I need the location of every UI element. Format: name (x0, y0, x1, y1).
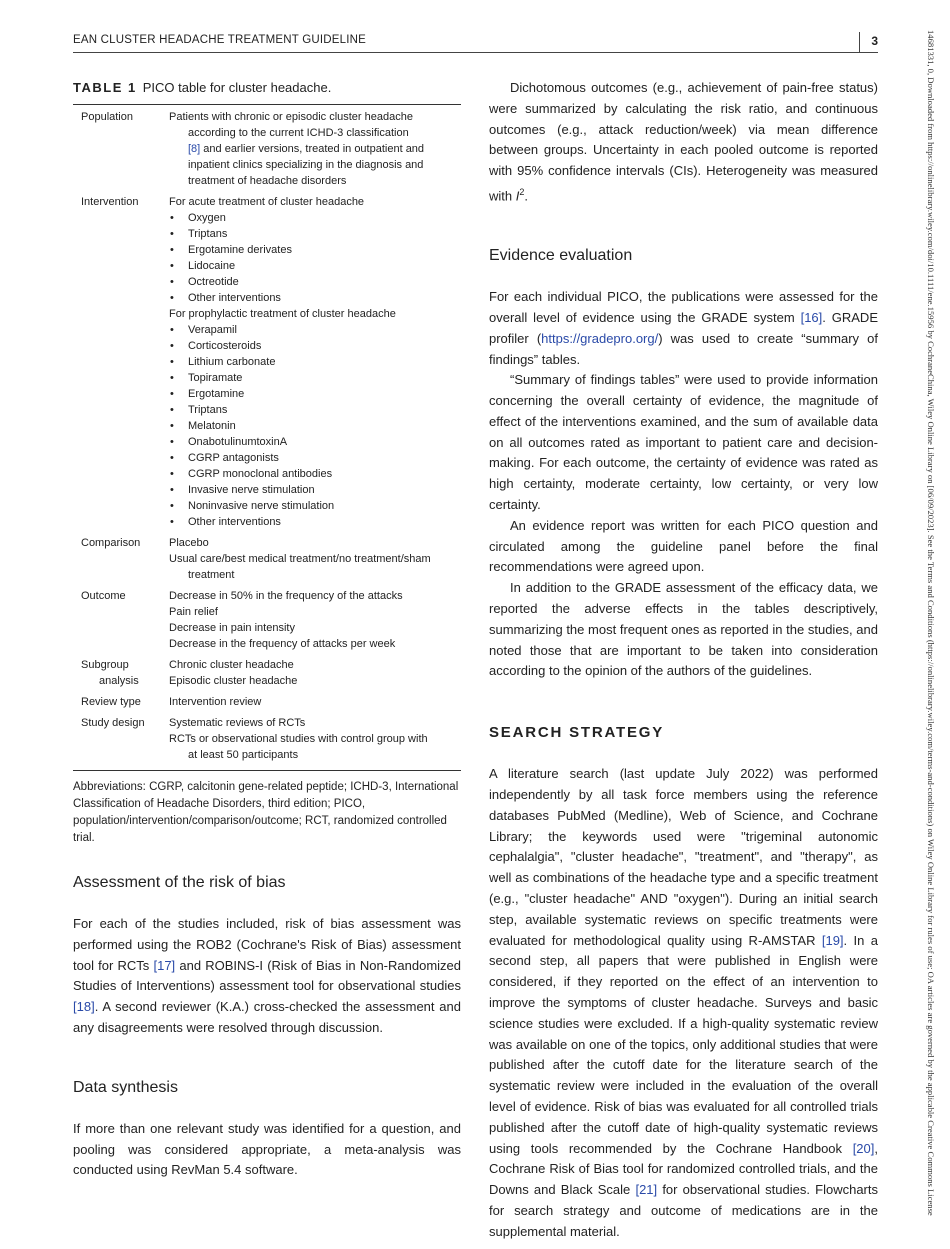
citation-link[interactable]: [18] (73, 999, 95, 1015)
list-item: • Ergotamine derivates (169, 242, 461, 258)
pico-subheading: For prophylactic treatment of cluster headache (169, 308, 396, 320)
paragraph-text: . GRADE profiler ( (489, 309, 878, 346)
pico-content (169, 694, 461, 710)
pico-row-study-design (73, 715, 461, 763)
paragraph-text: for observational studies. Flowcharts for search strategy and outcome of medications are in the supplemental material. (489, 1182, 878, 1239)
table-caption-text: PICO table for cluster headache. (142, 80, 332, 95)
pico-text: Patients with chronic or episodic cluster headache (169, 111, 413, 123)
pico-subheading: For acute treatment of cluster headache (169, 196, 365, 208)
paragraph (489, 764, 878, 1242)
right-column (489, 80, 878, 1243)
pico-label: Study design (81, 717, 145, 729)
list-item: • CGRP monoclonal antibodies (169, 466, 461, 482)
pico-row-population (73, 109, 461, 189)
pico-content (169, 657, 461, 689)
pico-text: Placebo (169, 537, 209, 549)
pico-label: Outcome (81, 590, 126, 602)
table-label: TABLE 1 (73, 80, 137, 95)
pico-text: treatment (188, 569, 235, 581)
download-notice-sidebar: 14681331, 0, Downloaded from https://onlinelibrary.wiley.com/doi/10.1111/ene.15956 by CochraneChina, Wiley Online Library on [06/09/2023]. See the Terms and Conditions (https://onlinelibrary.wiley.com/terms-and-conditions) on Wiley Online Library for rules of use; OA articles are governed by the applicable Creative Commons License (926, 30, 936, 1216)
pico-content (169, 194, 461, 530)
list-item: • Topiramate (169, 370, 461, 386)
paragraph-text: A literature search (last update July 2022) was performed independently by all task force members using the reference databases PubMed (Medline), Web of Science, and Cochrane Library; the keywords used were "trigeminal autonomic cephalalgia", "cluster headache", "treatment", and "therapy", as well as combinations of the headache type and a specific treatment (e.g., "cluster headache" AND "oxygen"). During an initial search step, available systematic reviews on specific treatments were evaluated for methodological quality using R-AMSTAR (489, 766, 878, 948)
paragraph (489, 287, 878, 370)
pico-text: Decrease in 50% in the frequency of the attacks (169, 590, 403, 602)
citation-link[interactable]: [16] (800, 309, 823, 325)
left-column (73, 80, 461, 1181)
pico-row-subgroup (73, 657, 461, 689)
pico-text: Intervention review (169, 696, 262, 708)
pico-row-review-type (73, 694, 461, 710)
pico-text: Decrease in the frequency of attacks per week (169, 638, 396, 650)
list-item: • Corticosteroids (169, 338, 461, 354)
pico-text: Usual care/best medical treatment/no treatment/sham (169, 553, 431, 565)
citation-link[interactable]: [19] (821, 932, 844, 948)
paragraph-text: For each individual PICO, the publications were assessed for the overall level of evidence using the GRADE system (489, 289, 878, 325)
list-item: • Lidocaine (169, 258, 461, 274)
pico-text: inpatient clinics specializing in the diagnosis and (188, 159, 424, 171)
gradepro-link[interactable]: https://gradepro.org/ (541, 330, 659, 346)
pico-text: Decrease in pain intensity (169, 622, 295, 634)
pico-text: Episodic cluster headache (169, 675, 298, 687)
paragraph-text: Dichotomous outcomes (e.g., achievement of pain-free status) were summarized by calculating the risk ratio, and continuous outcomes (e.g., attack reduction/week) via mean difference between groups. Uncertainty in each pooled outcome is reported with 95% confidence intervals (CIs). Heterogeneity was measured with (489, 80, 878, 204)
table-caption (73, 80, 461, 96)
paragraph-text: . A second reviewer (K.A.) cross-checked the assessment and any disagreements were resolved through discussion. (73, 999, 461, 1035)
section-heading-data-synthesis: Data synthesis (73, 1078, 178, 1096)
paragraph-text: , Cochrane Risk of Bias tool for randomized controlled trials, and the Downs and Black Scale (489, 1140, 878, 1198)
list-item: • Lithium carbonate (169, 354, 461, 370)
pico-label: Population (81, 111, 133, 123)
pico-table (73, 104, 461, 771)
section-heading-evidence-evaluation: Evidence evaluation (489, 247, 633, 265)
math-symbol: I (515, 188, 520, 204)
pico-row-comparison (73, 535, 461, 583)
pico-text: Chronic cluster headache (169, 659, 294, 671)
pico-text: Systematic reviews of RCTs (169, 717, 306, 729)
pico-row-intervention (73, 194, 461, 530)
paragraph-text: ) was used to create “summary of findings” tables. (489, 330, 878, 367)
list-item: • Ergotamine (169, 386, 461, 402)
pico-row-outcome (73, 588, 461, 652)
citation-link[interactable]: [21] (635, 1182, 658, 1198)
pico-label-text: Subgroup (81, 659, 129, 671)
pico-label (73, 657, 169, 689)
paragraph: An evidence report was written for each PICO question and circulated among the guideline panel before the final recommendations were agreed upon. (489, 517, 878, 575)
pico-label-text: analysis (99, 675, 139, 687)
pico-text: RCTs or observational studies with control group with (169, 733, 428, 745)
superscript: 2 (519, 186, 525, 197)
list-item: • Oxygen (169, 210, 461, 226)
list-item: • Other interventions (169, 514, 461, 530)
running-title: EAN CLUSTER HEADACHE TREATMENT GUIDELINE (73, 34, 366, 46)
list-item: • Other interventions (169, 290, 461, 306)
paragraph-text: . In a second step, all papers that were published in English were considered, if they reported on the effect of an intervention to improve the symptoms of cluster headache. Surveys and basic science studies were excluded. If a high-quality systematic review was available on one of the topics, only additional studies that were published after the cutoff date for the literature search of the systematic review were included in the evaluation of the overall level of evidence. Risk of bias was evaluated for all controlled trials published after the cutoff date of high-quality systematic reviews using tools recommended by the Cochrane Handbook (489, 932, 878, 1156)
list-item: • CGRP antagonists (169, 450, 461, 466)
paragraph-text: and ROBINS-I (Risk of Bias in Non-Randomized Studies of Interventions) assessment tool for observational studies (73, 957, 461, 994)
pico-text: according to the current ICHD-3 classification (188, 127, 409, 139)
page-number: 3 (871, 34, 878, 48)
section-heading-search-strategy: SEARCH STRATEGY (489, 724, 665, 742)
list-item: • Invasive nerve stimulation (169, 482, 461, 498)
running-header (73, 32, 878, 53)
pico-label: Comparison (81, 537, 141, 549)
header-divider (859, 32, 860, 52)
pico-text: and earlier versions, treated in outpatient and (200, 143, 425, 155)
list-item: • Verapamil (169, 322, 461, 338)
pico-content (169, 109, 461, 189)
pico-text (169, 141, 461, 157)
paragraph-text: For each of the studies included, risk of bias assessment was performed using the ROB2 (Cochrane's Risk of Bias) assessment tool for RCTs (73, 916, 461, 973)
pico-label: Intervention (81, 196, 139, 208)
paragraph (489, 78, 878, 207)
paragraph: In addition to the GRADE assessment of the efficacy data, we reported the adverse effects in the tables descriptively, summarizing the most frequent ones as reported in the studies, and noted those that are important to be taken into consideration according to the opinion of the authors of the guidelines. (489, 580, 878, 679)
paragraph: “Summary of findings tables” were used to provide information concerning the overall certainty of evidence, the magnitude of effect of the interventions examined, and the sum of available data on all outcomes rated as important to patient care and decision-making. For each outcome, the certainty of evidence was rated as high certainty, moderate certainty, low certainty, or very low certainty. (489, 372, 878, 513)
list-item: • OnabotulinumtoxinA (169, 434, 461, 450)
table-abbreviations: Abbreviations: CGRP, calcitonin gene-related peptide; ICHD-3, International Classification of Headache Disorders, third edition; PICO, population/intervention/comparison/outcome; RCT, randomized controlled trial. (73, 781, 459, 844)
citation-link[interactable]: [8] (188, 143, 201, 155)
citation-link[interactable]: [20] (852, 1140, 875, 1156)
pico-label: Review type (81, 696, 141, 708)
list-item: • Noninvasive nerve stimulation (169, 498, 461, 514)
pico-content (169, 588, 461, 652)
list-item: • Melatonin (169, 418, 461, 434)
list-item: • Triptans (169, 226, 461, 242)
pico-text: treatment of headache disorders (188, 175, 347, 187)
pico-content (169, 535, 461, 583)
paragraph-text: . (524, 188, 528, 204)
pico-text: at least 50 participants (188, 749, 299, 761)
paragraph (73, 914, 461, 1039)
citation-link[interactable]: [17] (153, 957, 176, 973)
list-item: • Octreotide (169, 274, 461, 290)
paragraph: If more than one relevant study was identified for a question, and pooling was considered appropriate, a meta-analysis was conducted using RevMan 5.4 software. (73, 1120, 461, 1178)
section-heading-risk-of-bias: Assessment of the risk of bias (73, 874, 286, 891)
pico-content (169, 715, 461, 763)
pico-text: Pain relief (169, 606, 218, 618)
list-item: • Triptans (169, 402, 461, 418)
